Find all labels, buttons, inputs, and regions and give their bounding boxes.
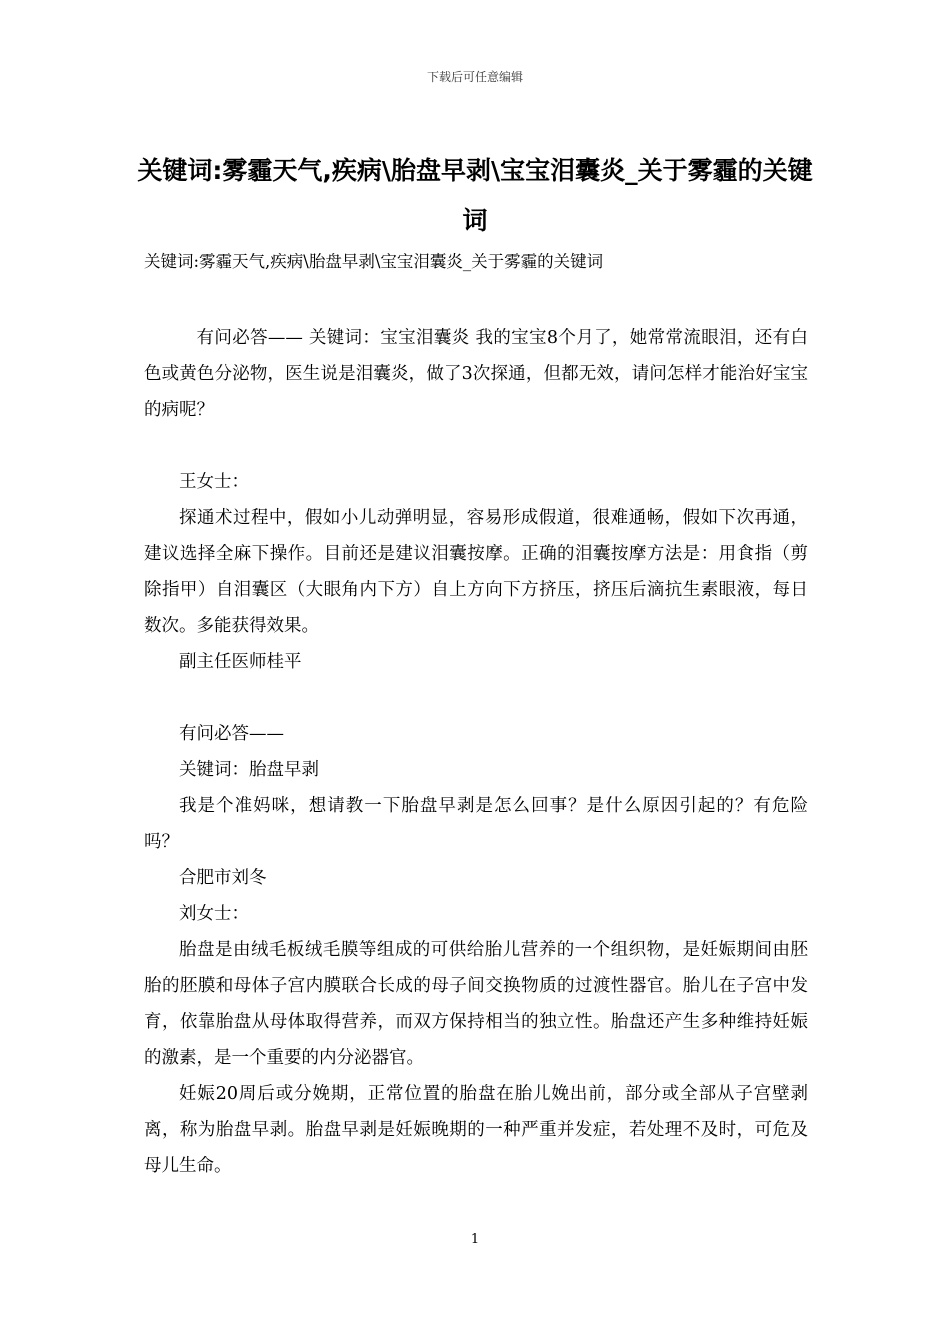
document-body [144,320,808,1184]
answer-paragraph-abruption: 妊娠20周后或分娩期，正常位置的胎盘在胎儿娩出前，部分或全部从子宫壁剥离，称为胎盘早剥。胎盘早剥是妊娠晚期的一种严重并发症，若处理不及时，可危及母儿生命。 [144,1084,808,1176]
paragraph-spacer [144,428,808,464]
page-header-note: 下载后可任意编辑 [426,70,523,84]
document-subtitle: 关键词:雾霾天气,疾病\胎盘早剥\宝宝泪囊炎_关于雾霾的关键词 [144,252,604,271]
answer-paragraph-placenta: 胎盘是由绒毛板绒毛膜等组成的可供给胎儿营养的一个组织物，是妊娠期间由胚胎的胚膜和母体子宫内膜联合长成的母子间交换物质的过渡性器官。胎儿在子宫中发育，依靠胎盘从母体取得营养，而双方保持相当的独立性。胎盘还产生多种维持妊娠的激素，是一个重要的内分泌器官。 [144,940,808,1068]
question-paragraph-tear-duct: 有问必答—— 关键词：宝宝泪囊炎 我的宝宝8个月了，她常常流眼泪，还有白色或黄色分泌物，医生说是泪囊炎，做了3次探通，但都无效，请问怎样才能治好宝宝的病呢？ [144,328,808,420]
document-title: 关键词:雾霾天气,疾病\胎盘早剥\宝宝泪囊炎_关于雾霾的关键词 [137,156,813,235]
keyword-line-placenta: 关键词：胎盘早剥 [179,760,319,780]
page-number: 1 [470,1232,480,1247]
asker-signature: 合肥市刘冬 [179,868,267,888]
addressee-liu: 刘女士： [179,904,249,924]
doctor-signature: 副主任医师桂平 [179,652,302,672]
addressee-wang: 王女士： [179,472,249,492]
paragraph-spacer [144,680,808,716]
answer-paragraph-tear-duct: 探通术过程中，假如小儿动弹明显，容易形成假道，很难通畅，假如下次再通，建议选择全麻下操作。目前还是建议泪囊按摩。正确的泪囊按摩方法是：用食指（剪除指甲）自泪囊区（大眼角内下方）自上方向下方挤压，挤压后滴抗生素眼液，每日数次。多能获得效果。 [144,508,808,636]
section-heading-qa: 有问必答—— [179,724,284,744]
question-paragraph-placenta: 我是个准妈咪，想请教一下胎盘早剥是怎么回事？是什么原因引起的？有危险吗？ [144,796,808,852]
